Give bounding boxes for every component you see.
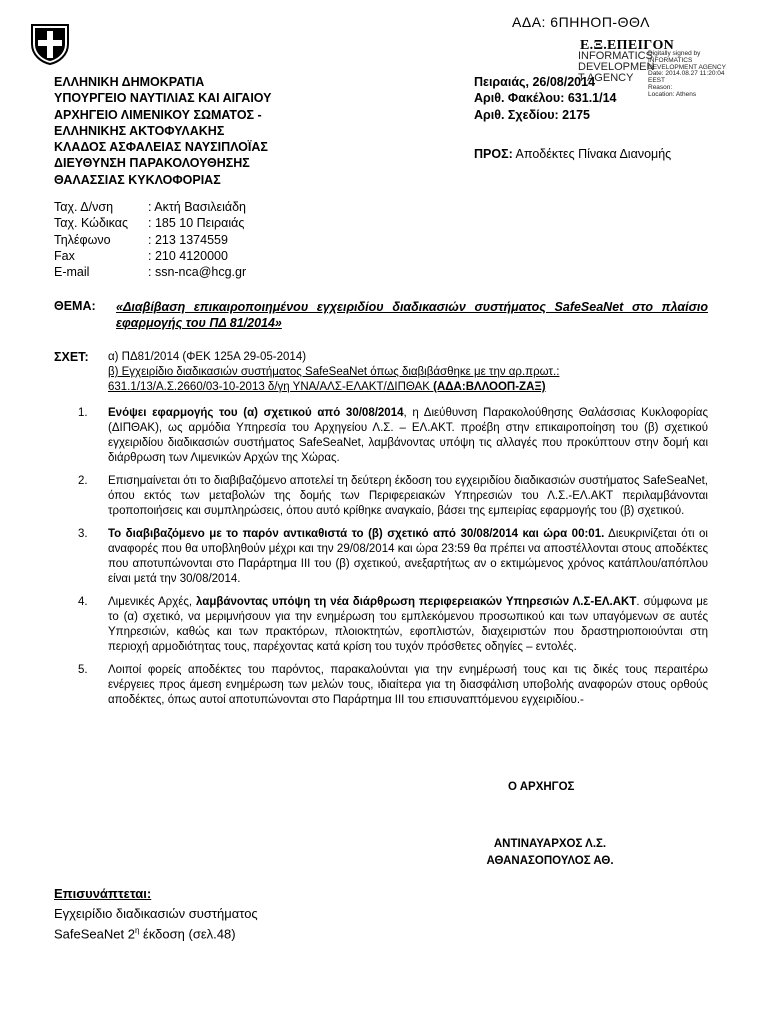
signatory (484, 836, 616, 870)
recipients: ΠΡΟΣ: Αποδέκτες Πίνακα Διανομής (474, 147, 672, 161)
signature-stamp-logo: Ε.Ξ.ΕΠΕΙΓΟΝ (580, 38, 675, 53)
subject-label: ΘΕΜΑ: (54, 299, 96, 313)
sender-block (54, 74, 272, 188)
sender-line: ΕΛΛΗΝΙΚΗΣ ΑΚΤΟΦΥΛΑΚΗΣ (54, 123, 225, 138)
file-number: Αριθ. Φακέλου: 631.1/14 (474, 91, 617, 106)
references-label: ΣΧΕΤ: (54, 350, 89, 364)
greek-coat-of-arms-icon (28, 22, 72, 66)
list-item: 2. Επισημαίνεται ότι το διαβιβαζόμενο αποτελεί τη δεύτερη έκδοση του εγχειριδίου διαδικασιών συστήματος SafeSeaNet, όπου εκτός των μεταβολών της δομής των Περιφερειακών Υπηρεσιών του Λ.Σ.-ΕΛ.ΑΚΤ περιλαμβάνονται τροποποιήσεις και συμπληρώσεις, όπου αυτό κρίθηκε αναγκαίο, βάσει της εμπειρίας εφαρμογής του (β) σχετικού. (78, 475, 708, 517)
list-item: 1. Ενόψει εφαρμογής του (α) σχετικού από 30/08/2014, η Διεύθυνση Παρακολούθησης Θαλάσσιας Κυκλοφορίας (ΔΙΠΘΑΚ), ως αρμόδια Υπηρεσία του Αρχηγείου Λ.Σ. – ΕΛ.ΑΚΤ. προέβη στην επικαιροποίηση του (β) σχετικού εγχειριδίου διαδικασιών συστήματος SafeSeaNet, λαμβάνοντας υπόψη τις αλλαγές που προκύπτουν στην δομή και διάρθρωση των Λιμενικών Αρχών της Χώρας. (78, 407, 708, 464)
signatory-name: ΑΘΑΝΑΣΟΠΟΥΛΟΣ ΑΘ. (486, 855, 614, 867)
sender-line: ΑΡΧΗΓΕΙΟ ΛΙΜΕΝΙΚΟΥ ΣΩΜΑΤΟΣ - (54, 107, 262, 122)
signatory-title: Ο ΑΡΧΗΓΟΣ (508, 781, 575, 793)
contact-row: Τηλέφωνο : 213 1374559 (54, 232, 228, 247)
contact-row: Fax : 210 4120000 (54, 248, 228, 263)
reference-b-cont: 631.1/13/Α.Σ.2660/03-10-2013 δ/γη ΥΝΑ/ΑΛΣ-ΕΛΑΚΤ/ΔΙΠΘΑΚ (ΑΔΑ:ΒΛΛΟΟΠ-ΖΑΞ) (108, 381, 546, 393)
contact-row: Ταχ. Κώδικας : 185 10 Πειραιάς (54, 216, 245, 231)
ada-code: ΑΔΑ: 6ΠΗΗΟΠ-ΘΘΛ (512, 14, 650, 30)
sender-line: ΘΑΛΑΣΣΙΑΣ ΚΥΚΛΟΦΟΡΙΑΣ (54, 172, 221, 187)
draft-number: Αριθ. Σχεδίου: 2175 (474, 107, 590, 122)
contact-block (54, 199, 246, 280)
list-item: 5. Λοιποί φορείς αποδέκτες του παρόντος, παρακαλούνται για την ενημέρωσή τους και τις δικές τους περαιτέρω ενέργειες προς άμεση ενημέρωση των μελών τους, ιδιαίτερα για τη διασφάλιση υποβολής αναφορών στους ορθούς αποδέκτες, όπως αυτοί αποτυπώνονται στο Παράρτημα ΙΙΙ του επισυναπτόμενου εγχειριδίου.- (78, 664, 708, 706)
sender-line: ΔΙΕΥΘΥΝΣΗ ΠΑΡΑΚΟΛΟΥΘΗΣΗΣ (54, 156, 250, 171)
reference-a: α) ΠΔ81/2014 (ΦΕΚ 125Α 29-05-2014) (108, 351, 307, 363)
body-items (78, 406, 708, 716)
references (108, 350, 708, 395)
subject-text: «Διαβίβαση επικαιροποιημένου εγχειριδίου διαδικασιών συστήματος SafeSeaNet στο πλαίσιο εφαρμογής του ΠΔ 81/2014» (116, 300, 708, 330)
contact-row: E-mail : ssn-nca@hcg.gr (54, 265, 247, 280)
reference-b: β) Εγχειρίδιο διαδικασιών συστήματος SafeSeaNet όπως διαβιβάσθηκε με την αρ.πρωτ.: (108, 366, 560, 378)
sender-line: ΚΛΑΔΟΣ ΑΣΦΑΛΕΙΑΣ ΝΑΥΣΙΠΛΟΪΑΣ (54, 140, 268, 155)
list-item: 3. Το διαβιβαζόμενο με το παρόν αντικαθιστά το (β) σχετικό από 30/08/2014 και ώρα 00:01. Διευκρινίζεται ότι οι αναφορές που θα υποβληθούν μέχρι και την 29/08/2014 και ώρα 23:59 θα πρέπει να αποστέλλονται στους αποδέκτες που αποτυπώνονται στο Παράρτημα ΙΙΙ του (β) σχετικού, ανεξαρτήτως αν ο εκτιμώμενος χρόνος κατάπλου/απόπλου είναι μετά την 30/08/2014. (78, 528, 708, 585)
enclosure-title: Επισυνάπτεται: (54, 886, 152, 901)
enclosure: Εγχειρίδιο διαδικασιών συστήματος SafeSeaNet $2^\eta$ έκδοση (σελ.48) (54, 906, 258, 942)
signature-stamp-details: Digitally signed by INFORMATICS DEVELOPMENT AGENCY Date: 2014.08.27 11:20:04 EEST Reason: Location: Athens (648, 50, 726, 98)
document-date: Πειραιάς, 26/08/2014 (474, 75, 596, 89)
list-item: 4. Λιμενικές Αρχές, λαμβάνοντας υπόψη τη νέα διάρθρωση περιφερειακών Υπηρεσιών Λ.Σ-ΕΛ.ΑΚΤ. σύμφωνα με το (α) σχετικό, να μεριμνήσουν για την ενημέρωση του εμπλεκόμενου προσωπικού και των υπαγόμενων σε αυτές Υπηρεσιών, καθώς και των πρακτόρων, πλοιοκτητών, εφοπλιστών, διαχειριστών που δραστηριοποιούνται στη περιοχή αρμοδιότητας τους, παρέχοντας κατά κρίση του τυχόν πρόσθετες οδηγίες – εντολές. (78, 596, 708, 653)
sender-line: ΕΛΛΗΝΙΚΗ ΔΗΜΟΚΡΑΤΙΑ (54, 75, 205, 89)
contact-row: Ταχ. Δ/νση : Ακτή Βασιλειάδη (54, 200, 246, 214)
sender-line: ΥΠΟΥΡΓΕΙΟ ΝΑΥΤΙΛΙΑΣ ΚΑΙ ΑΙΓΑΙΟΥ (54, 91, 272, 106)
signature-stamp-org: INFORMATICS DEVELOPMEN T AGENCY (578, 50, 655, 84)
document-meta (474, 74, 617, 123)
signatory-rank: ΑΝΤΙΝΑΥΑΡΧΟΣ Λ.Σ. (493, 838, 607, 850)
